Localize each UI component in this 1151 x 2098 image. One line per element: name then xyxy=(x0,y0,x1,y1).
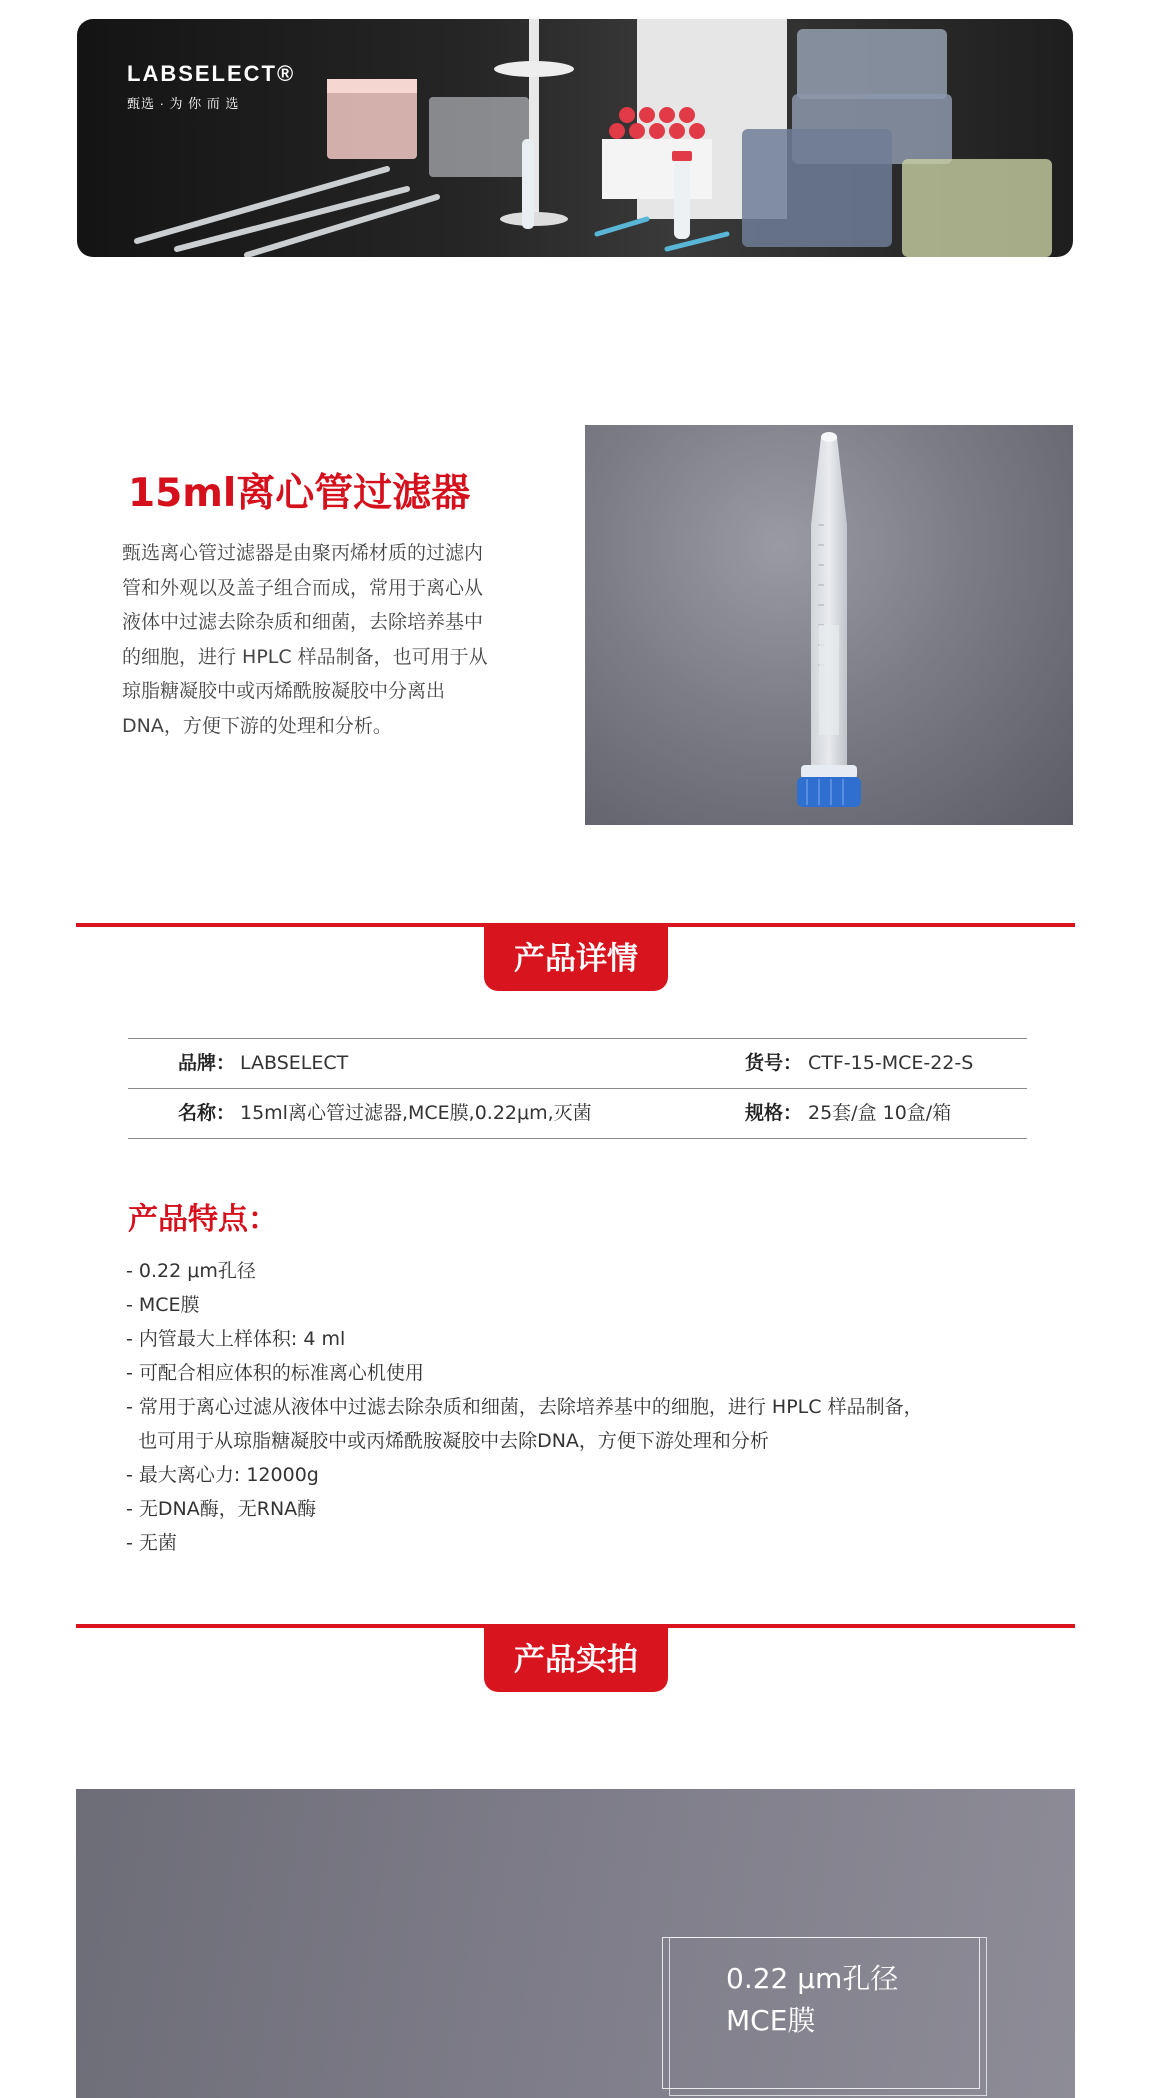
photo-caption-frame xyxy=(662,1937,980,2089)
sku-label: 货号： xyxy=(745,1052,803,1074)
name-label: 名称： xyxy=(178,1102,236,1124)
real-product-photo xyxy=(76,1789,1075,2098)
feature-item: 也可用于从琼脂糖凝胶中或丙烯酰胺凝胶中去除DNA，方便下游处理和分析 xyxy=(126,1430,769,1452)
logo-tagline: 甄选 · 为 你 而 选 xyxy=(127,96,240,111)
feature-item: - 无菌 xyxy=(126,1532,177,1554)
feature-item: - 可配合相应体积的标准离心机使用 xyxy=(126,1362,424,1384)
brand-label: 品牌： xyxy=(178,1052,236,1074)
feature-item: - MCE膜 xyxy=(126,1294,200,1316)
size-label: 规格： xyxy=(745,1102,803,1124)
features-list xyxy=(126,1254,986,1560)
logo-wordmark: LABSELECT® xyxy=(127,61,296,86)
hero-banner xyxy=(77,19,1073,257)
section-header-details: 产品详情 xyxy=(484,927,668,991)
feature-item: - 内管最大上样体积: 4 ml xyxy=(126,1328,346,1350)
photo-caption xyxy=(726,1958,898,2042)
caption-line-pore: 0.22 μm孔径 xyxy=(726,1962,899,1995)
caption-line-membrane: MCE膜 xyxy=(726,2004,816,2037)
section-header-photos: 产品实拍 xyxy=(484,1628,668,1692)
features-title: 产品特点： xyxy=(128,1202,278,1237)
feature-item: - 常用于离心过滤从液体中过滤去除杂质和细菌，去除培养基中的细胞，进行 HPLC 样品制备， xyxy=(126,1396,923,1418)
name-value: 15ml离心管过滤器,MCE膜,0.22μm,灭菌 xyxy=(240,1102,592,1124)
brand-value: LABSELECT xyxy=(240,1052,349,1074)
centrifuge-tube-image xyxy=(585,425,1073,825)
feature-item: - 0.22 μm孔径 xyxy=(126,1260,256,1282)
lab-products-illustration xyxy=(77,19,1073,257)
sku-value: CTF-15-MCE-22-S xyxy=(808,1052,974,1074)
feature-item: - 无DNA酶，无RNA酶 xyxy=(126,1498,317,1520)
spec-row-name xyxy=(128,1088,1027,1139)
size-value: 25套/盒 10盒/箱 xyxy=(808,1102,952,1124)
product-description: 甄选离心管过滤器是由聚丙烯材质的过滤内管和外观以及盖子组合而成，常用于离心从液体中过滤去除杂质和细菌，去除培养基中的细胞，进行 HPLC 样品制备，也可用于从琼脂糖凝胶中或丙烯酰胺凝胶中分离出DNA，方便下游的处理和分析。 xyxy=(122,542,488,737)
brand-logo xyxy=(127,61,295,112)
product-title: 15ml离心管过滤器 xyxy=(128,471,471,516)
product-photo xyxy=(585,425,1073,825)
spec-table xyxy=(128,1038,1027,1139)
feature-item: - 最大离心力: 12000g xyxy=(126,1464,319,1486)
spec-row-brand xyxy=(128,1038,1027,1088)
